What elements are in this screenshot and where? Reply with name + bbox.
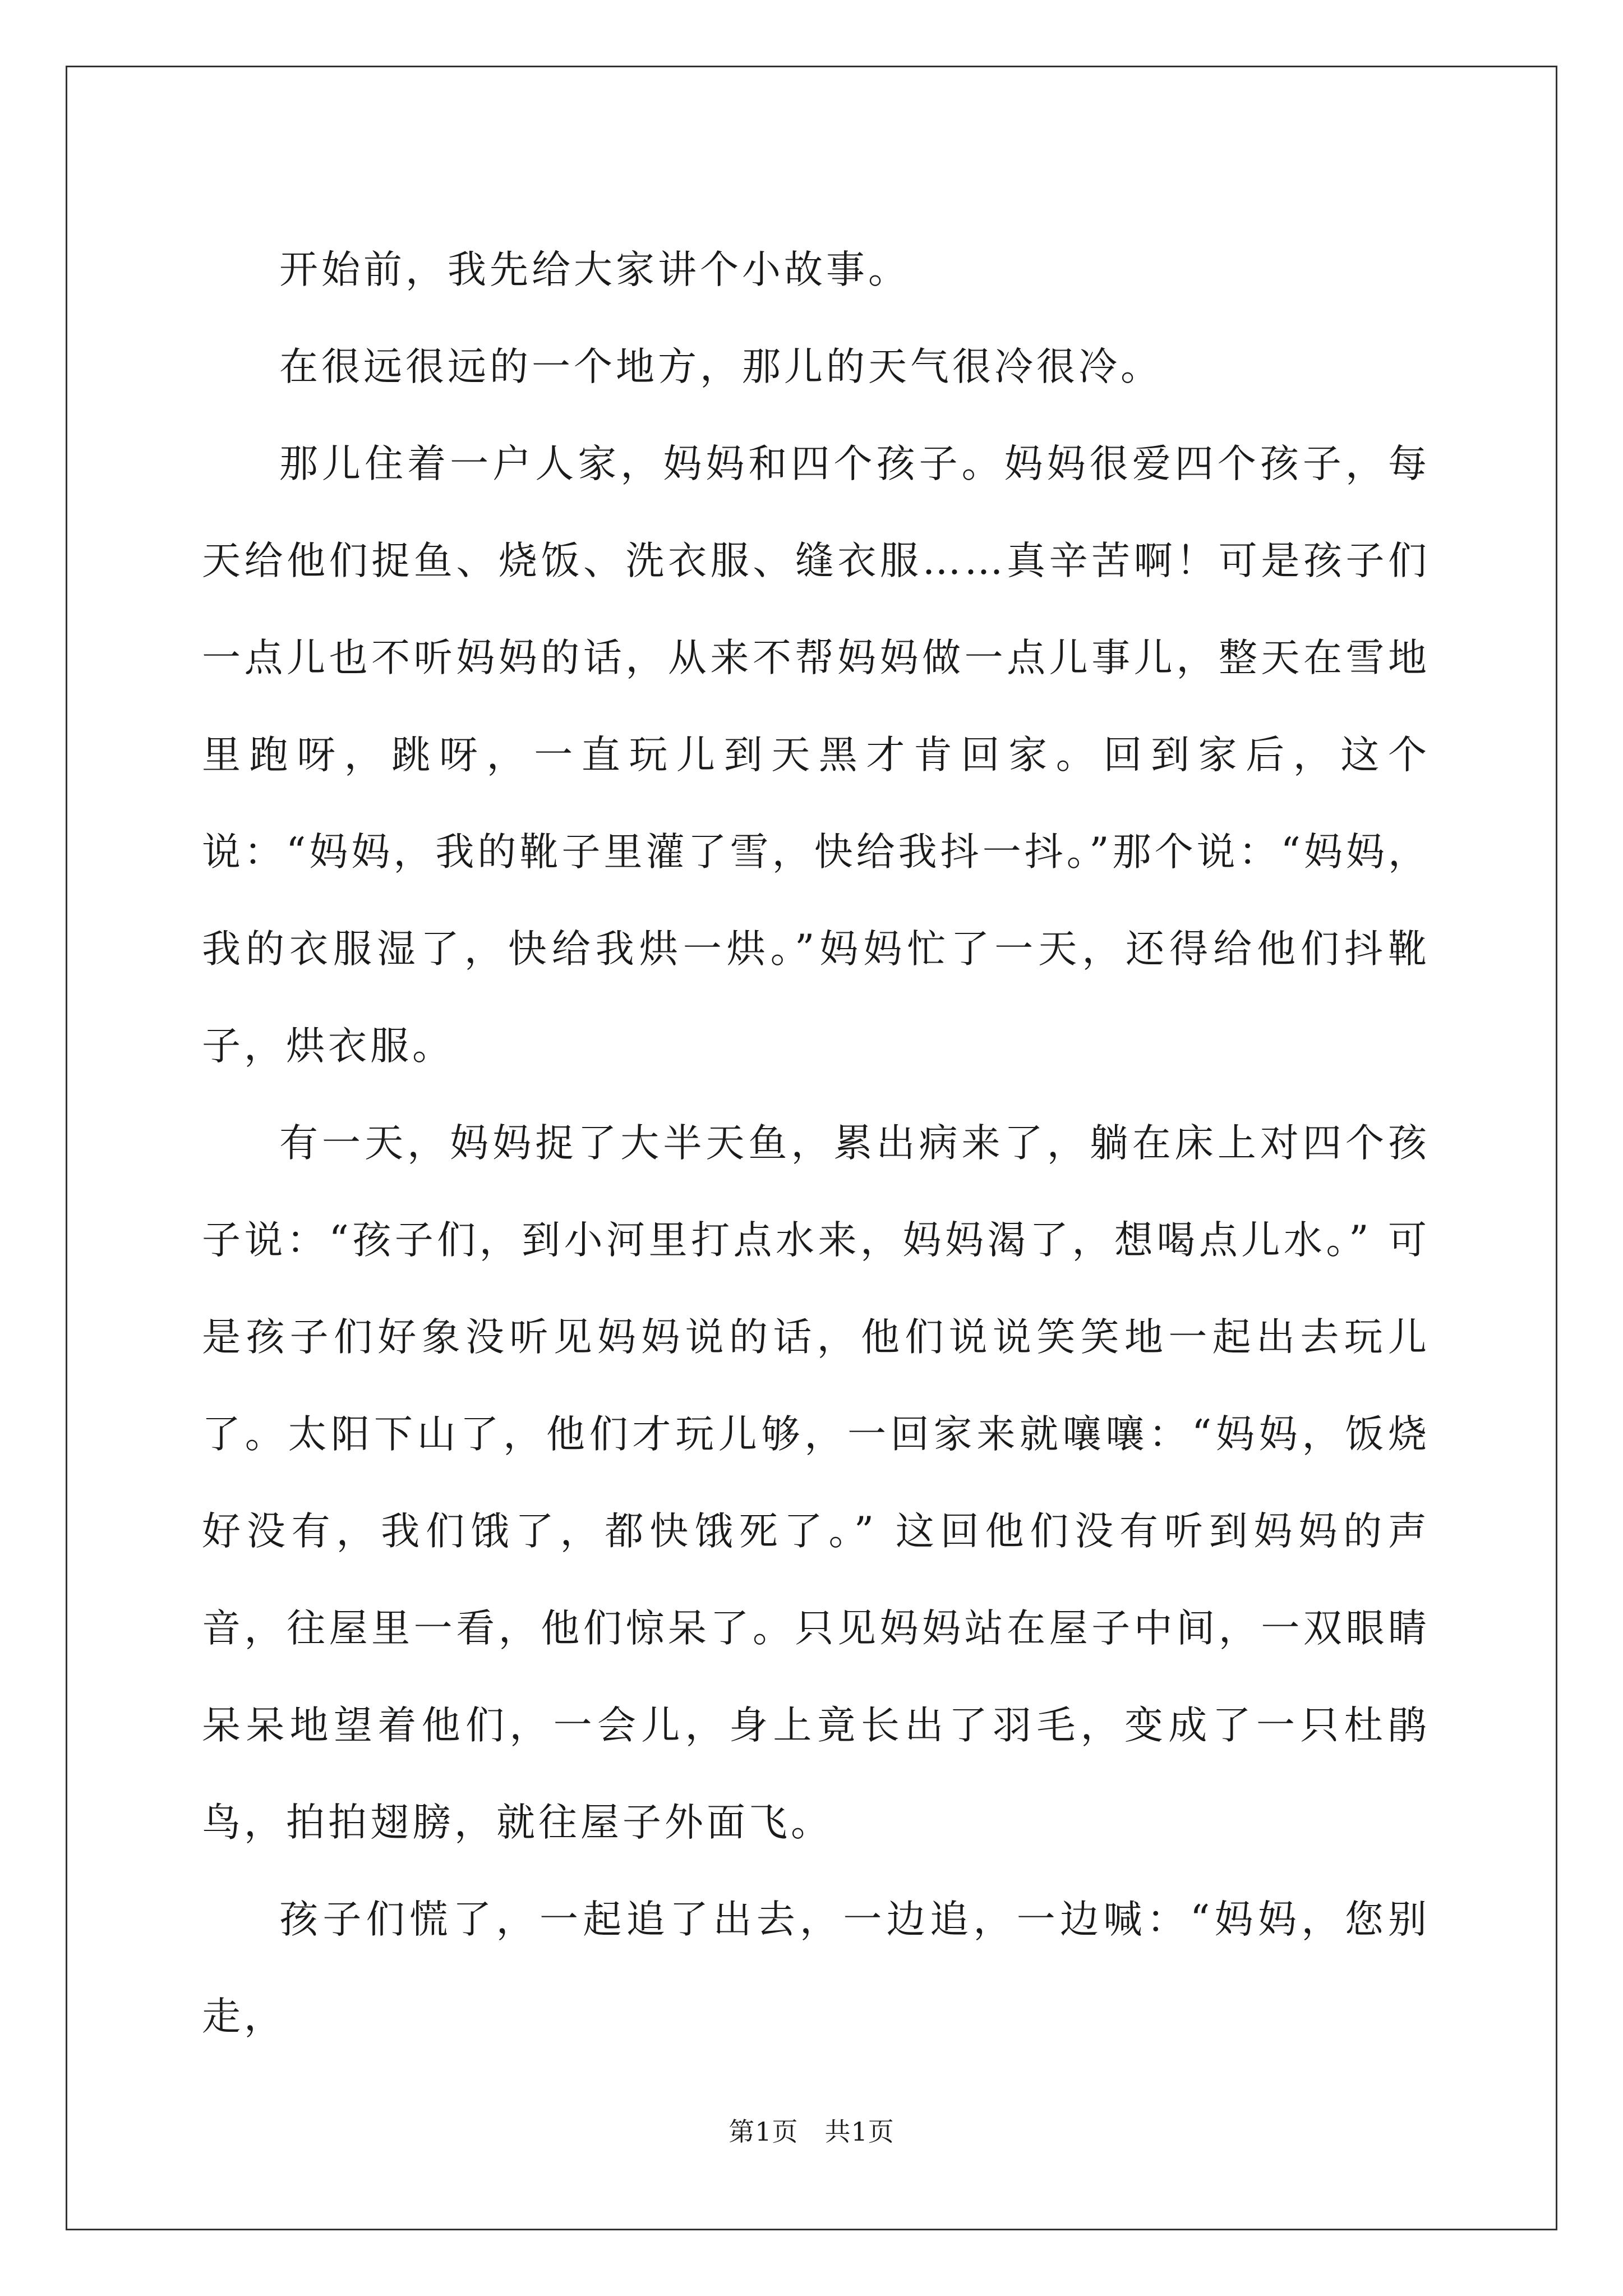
paragraph-1: 开始前，我先给大家讲个小故事。 [279, 247, 910, 292]
paragraph-2: 在很远很远的一个地方，那儿的天气很冷很冷。 [279, 344, 1163, 389]
document-body [202, 222, 1430, 2065]
paragraph-5: 孩子们慌了，一起追了出去，一边追，一边喊：“妈妈，您别走， [202, 1897, 1430, 2039]
paragraph-3: 那儿住着一户人家，妈妈和四个孩子。妈妈很爱四个孩子，每天给他们捉鱼、烧饭、洗衣服、缝衣服……真辛苦啊！可是孩子们一点儿也不听妈妈的话，从来不帮妈妈做一点儿事儿，整天在雪地里跑呀，跳呀，一直玩儿到天黑才肯回家。回到家后，这个说：“妈妈，我的靴子里灌了雪，快给我抖一抖。”那个说：“妈妈，我的衣服湿了，快给我烘一烘。”妈妈忙了一天，还得给他们抖靴子，烘衣服。 [202, 441, 1430, 1069]
paragraph-4: 有一天，妈妈捉了大半天鱼，累出病来了，躺在床上对四个孩子说：“孩子们，到小河里打点水来，妈妈渴了，想喝点儿水。” 可是孩子们好象没听见妈妈说的话，他们说说笑笑地一起出去玩儿了。太阳下山了，他们才玩儿够，一回家来就嚷嚷：“妈妈，饭烧好没有，我们饿了，都快饿死了。” 这回他们没有听到妈妈的声音，往屋里一看，他们惊呆了。只见妈妈站在屋子中间，一双眼睛呆呆地望着他们，一会儿，身上竟长出了羽毛，变成了一只杜鹃鸟，拍拍翅膀，就往屋子外面飞。 [202, 1121, 1430, 1845]
page-footer: 第1页 共1页 [728, 2116, 895, 2147]
